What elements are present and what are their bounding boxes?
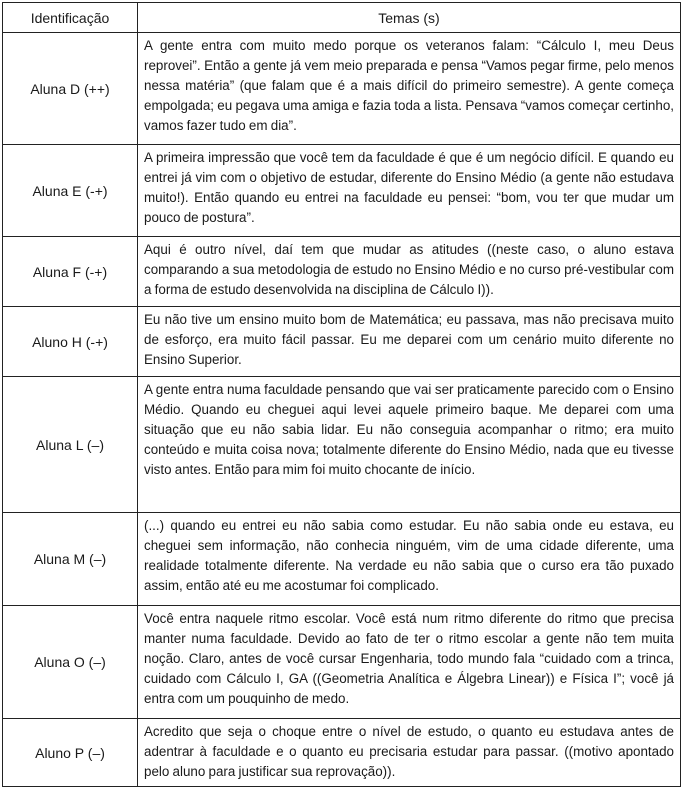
student-id-cell: Aluno P (–)	[3, 719, 138, 787]
table-row	[3, 719, 681, 787]
theme-text-cell: A gente entra com muito medo porque os veteranos falam: “Cálculo I, meu Deus reprovei”. Então a gente já vem meio preparada e pensa “Vamos pegar firme, pelo menos nessa matéria” (que falam que é a mais difícil do primeiro semestre). A gente começa empolgada; eu pegava uma amiga e fazia toda a lista. Pensava “vamos começar certinho, vamos fazer tudo em dia”.	[138, 33, 681, 145]
theme-text-cell: (...) quando eu entrei eu não sabia como estudar. Eu não sabia onde eu estava, eu cheguei sem informação, não conhecia ninguém, vim de uma cidade diferente, uma realidade totalmente diferente. Na verdade eu não sabia que o curso era tão puxado assim, então até eu me acostumar foi complicado.	[138, 513, 681, 606]
student-id-cell: Aluna O (–)	[3, 606, 138, 719]
theme-text-cell: A gente entra numa faculdade pensando que vai ser praticamente parecido com o Ensino Médio. Quando eu cheguei aqui levei aquele primeiro baque. Me deparei com uma situação que eu não sabia lidar. Eu não conseguia acompanhar o ritmo; era muito conteúdo e muita coisa nova; totalmente diferente do Ensino Médio, nada que eu tivesse visto antes. Então para mim foi muito chocante de início.	[138, 377, 681, 513]
table-row	[3, 377, 681, 513]
table-row	[3, 33, 681, 145]
table-header-row	[3, 3, 681, 33]
student-id-cell: Aluna D (++)	[3, 33, 138, 145]
table-row	[3, 307, 681, 377]
header-identification: Identificação	[3, 3, 138, 33]
table-row	[3, 145, 681, 237]
theme-text-cell: Acredito que seja o choque entre o nível de estudo, o quanto eu estudava antes de adentrar à faculdade e o quanto eu precisaria estudar para passar. ((motivo apontado pelo aluno para justificar sua reprovação)).	[138, 719, 681, 787]
theme-text-cell: Eu não tive um ensino muito bom de Matemática; eu passava, mas não precisava muito de esforço, era muito fácil passar. Eu me deparei com um cenário muito diferente no Ensino Superior.	[138, 307, 681, 377]
table-row	[3, 606, 681, 719]
theme-text-cell: Você entra naquele ritmo escolar. Você está num ritmo diferente do ritmo que precisa manter numa faculdade. Devido ao fato de ter o ritmo escolar a gente não tem muita noção. Claro, antes de você cursar Engenharia, todo mundo fala “cuidado com a trinca, cuidado com Cálculo I, GA ((Geometria Analítica e Álgebra Linear)) e Física I”; você já entra com um pouquinho de medo.	[138, 606, 681, 719]
student-id-cell: Aluna L (–)	[3, 377, 138, 513]
student-id-cell: Aluna F (-+)	[3, 237, 138, 307]
student-id-cell: Aluna E (-+)	[3, 145, 138, 237]
theme-text-cell: Aqui é outro nível, daí tem que mudar as atitudes ((neste caso, o aluno estava comparando a sua metodologia de estudo no Ensino Médio e no curso pré-vestibular com a forma de estudo desenvolvida na disciplina de Cálculo I)).	[138, 237, 681, 307]
student-id-cell: Aluna M (–)	[3, 513, 138, 606]
theme-text-cell: A primeira impressão que você tem da faculdade é que é um negócio difícil. E quando eu entrei já vim com o objetivo de estudar, diferente do Ensino Médio (a gente não estudava muito!). Então quando eu entrei na faculdade eu pensei: “bom, vou ter que mudar um pouco de postura”.	[138, 145, 681, 237]
student-id-cell: Aluno H (-+)	[3, 307, 138, 377]
table-row	[3, 237, 681, 307]
header-themes: Temas (s)	[138, 3, 681, 33]
student-themes-table	[2, 2, 681, 787]
table-row	[3, 513, 681, 606]
